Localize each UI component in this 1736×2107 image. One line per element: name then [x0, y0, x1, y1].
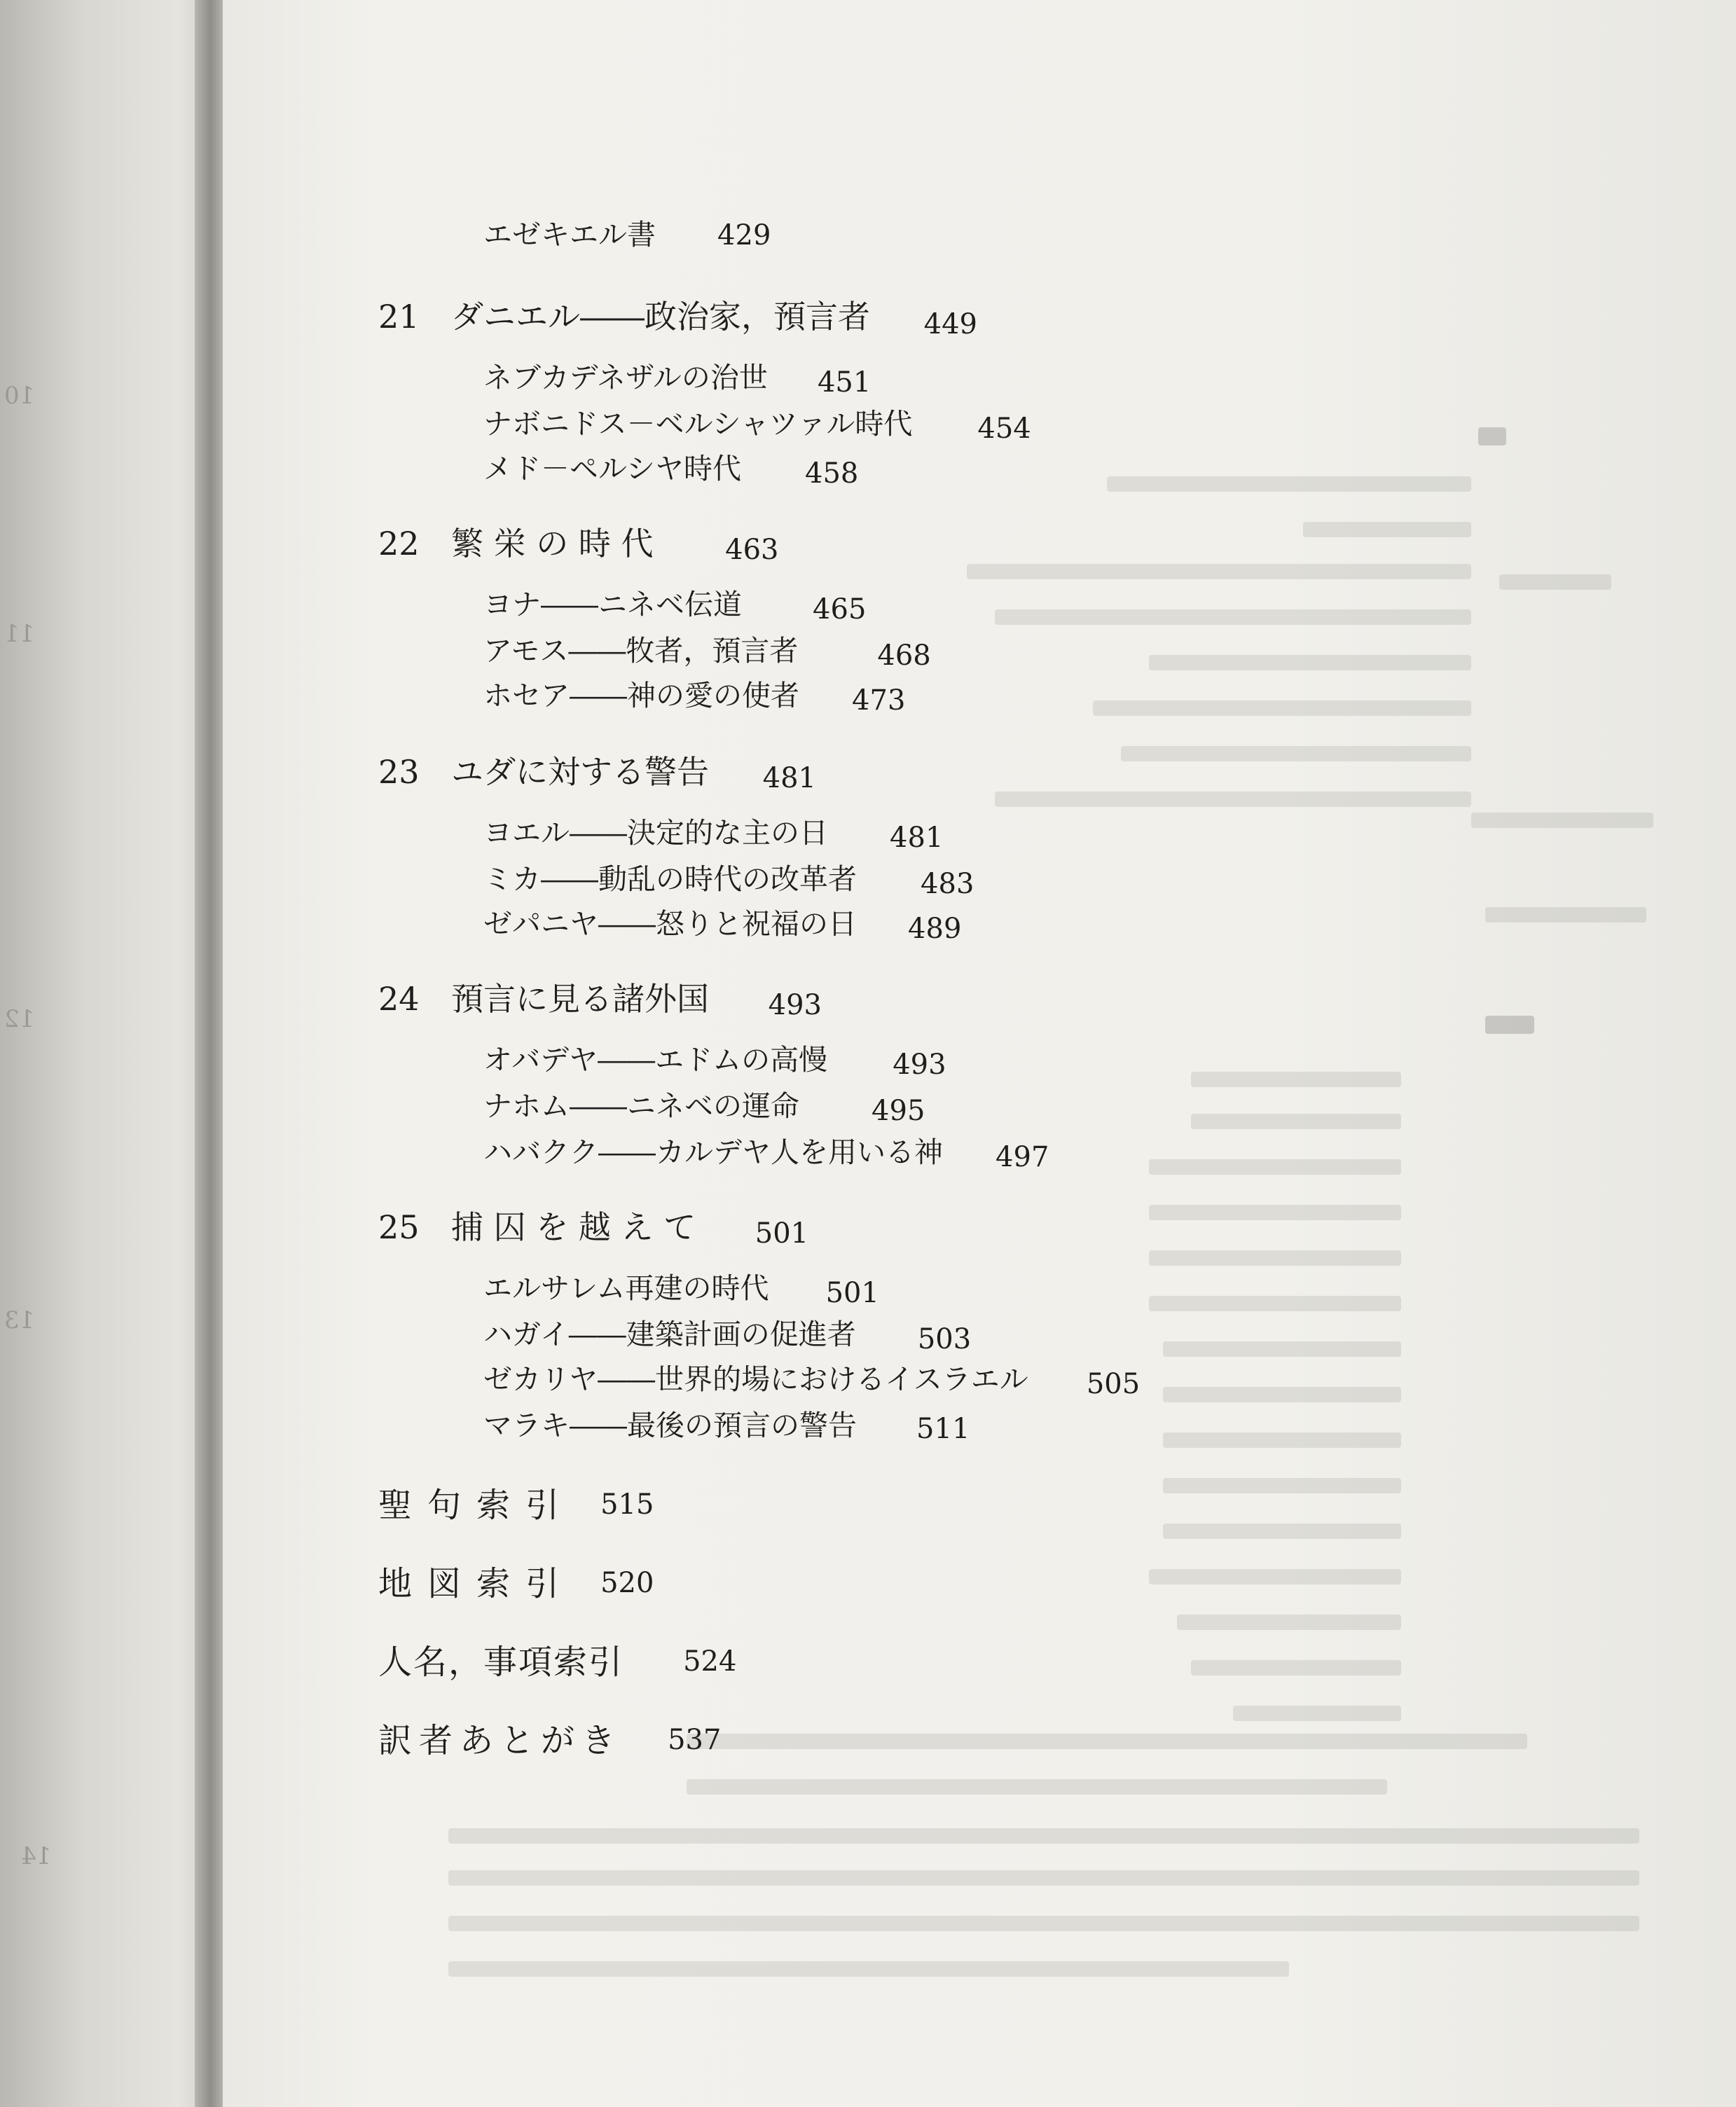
page-number: 520	[600, 1567, 654, 1599]
entry-title: ヨナ――ニネベ伝道	[483, 588, 742, 621]
page-number: 493	[768, 989, 822, 1021]
bleed-through-number: 12	[4, 1005, 35, 1033]
chapter-title: 預言に見る諸外国	[451, 980, 709, 1018]
page-number: 505	[1086, 1368, 1141, 1400]
bleed-through-number: 11	[4, 620, 35, 648]
index-title: 訳者あとがき	[378, 1721, 623, 1760]
bleed-through-number: 10	[4, 382, 35, 410]
chapter-number: 24	[378, 980, 420, 1018]
page-number: 465	[813, 593, 867, 626]
entry-title: メド－ペルシヤ時代	[483, 452, 741, 485]
page-number: 468	[877, 640, 931, 672]
page-number: 524	[683, 1645, 737, 1678]
page-number: 429	[717, 219, 771, 251]
page-number: 473	[852, 684, 906, 717]
entry-title: ネブカデネザルの治世	[483, 361, 768, 394]
toc-sub-entry	[483, 1311, 971, 1355]
entry-title: エルサレム再建の時代	[483, 1271, 769, 1305]
page-number: 511	[916, 1413, 970, 1445]
toc-sub-entry	[483, 212, 771, 253]
index-title: 人名，事項索引	[378, 1643, 624, 1682]
entry-title: ミカ――動乱の時代の改革者	[483, 862, 857, 896]
chapter-title: 捕 囚 を 越 え て	[451, 1208, 696, 1246]
bleed-through-number: 13	[4, 1306, 35, 1334]
toc-sub-entry	[483, 581, 866, 626]
chapter-number: 23	[378, 753, 420, 791]
page-number: 483	[921, 868, 974, 900]
entry-title: オバデヤ――エドムの高慢	[483, 1043, 828, 1077]
toc-sub-entry	[483, 628, 931, 672]
page-number: 454	[977, 413, 1031, 445]
toc-index-entry	[378, 1713, 721, 1762]
page-number: 515	[600, 1488, 654, 1521]
page-number: 497	[996, 1141, 1049, 1173]
toc-sub-entry	[483, 901, 961, 945]
page-number: 493	[893, 1049, 946, 1081]
entry-title: ゼパニヤ――怒りと祝福の日	[483, 907, 857, 941]
toc-sub-entry	[483, 1356, 1140, 1400]
entry-title: ナホム――ニネベの運命	[483, 1089, 799, 1123]
bleed-through-number: 14	[21, 1842, 52, 1870]
toc-chapter	[378, 747, 816, 794]
toc-sub-entry	[483, 672, 905, 717]
page-number: 451	[817, 366, 872, 399]
page-number: 458	[805, 457, 859, 490]
toc-sub-entry	[483, 354, 871, 399]
toc-sub-entry	[483, 856, 974, 900]
toc-sub-entry	[483, 401, 1031, 445]
entry-title: ヨエル――決定的な主の日	[483, 816, 828, 850]
toc-sub-entry	[483, 1037, 946, 1081]
entry-title: エゼキエル書	[483, 218, 656, 251]
chapter-number: 21	[378, 298, 420, 336]
entry-title: ハバクク――カルデヤ人を用いる神	[483, 1135, 943, 1169]
entry-title: ナボニドス－ベルシャツァル時代	[483, 407, 913, 441]
chapter-number: 22	[378, 525, 420, 562]
chapter-title: ダニエル――政治家，預言者	[451, 298, 870, 336]
toc-chapter	[378, 974, 822, 1021]
toc-chapter	[378, 1202, 808, 1250]
page-number: 449	[923, 308, 977, 340]
chapter-title: 繁 栄 の 時 代	[451, 525, 654, 562]
toc-index-entry	[378, 1556, 654, 1605]
page-number: 537	[668, 1724, 722, 1756]
entry-title: ゼカリヤ――世界的場におけるイスラエル	[483, 1362, 1028, 1396]
entry-title: ハガイ――建築計画の促進者	[483, 1318, 856, 1351]
page-number: 501	[755, 1217, 809, 1250]
toc-chapter	[378, 518, 778, 566]
toc-index-entry	[378, 1635, 736, 1683]
page-number: 463	[725, 534, 779, 566]
toc-sub-entry	[483, 1265, 879, 1309]
page-number: 503	[917, 1323, 972, 1355]
toc-chapter	[378, 291, 977, 340]
toc-sub-entry	[483, 810, 943, 854]
entry-title: アモス――牧者，預言者	[483, 634, 799, 668]
chapter-title: ユダに対する警告	[451, 753, 709, 791]
page-number: 501	[825, 1277, 879, 1309]
toc-sub-entry	[483, 1083, 925, 1127]
index-title: 聖句索引	[378, 1486, 575, 1525]
page-number: 489	[908, 913, 962, 945]
toc-index-entry	[378, 1478, 654, 1526]
page-number: 481	[890, 822, 944, 854]
index-title: 地図索引	[378, 1564, 575, 1603]
chapter-number: 25	[378, 1208, 420, 1246]
toc-sub-entry	[483, 1129, 1049, 1173]
entry-title: マラキ――最後の預言の警告	[483, 1409, 857, 1442]
page-number: 495	[872, 1095, 925, 1127]
toc-sub-entry	[483, 1402, 970, 1445]
page-number: 481	[762, 762, 816, 794]
toc-sub-entry	[483, 445, 858, 490]
entry-title: ホセア――神の愛の使者	[483, 679, 799, 712]
